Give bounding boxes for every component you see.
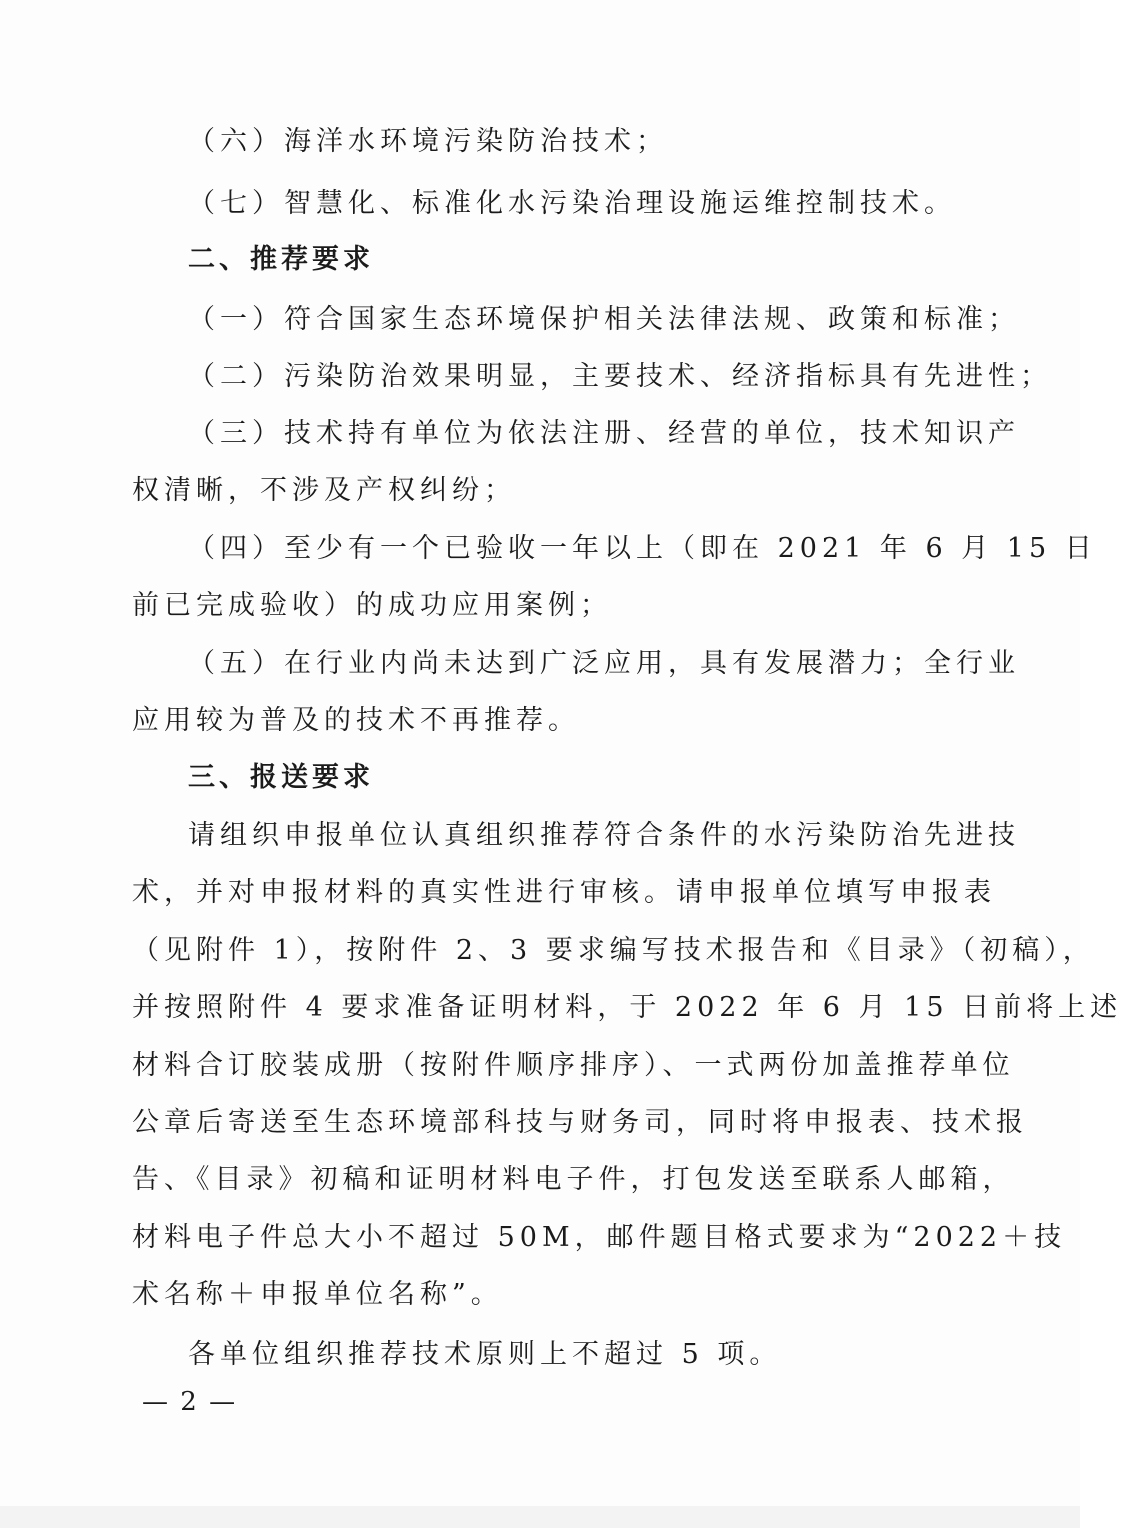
requirement-five-line-1: （五）在行业内尚未达到广泛应用，具有发展潜力；全行业	[188, 648, 1020, 679]
submission-paragraph-line-6: 公章后寄送至生态环境部科技与财务司，同时将申报表、技术报	[132, 1107, 1028, 1138]
requirement-three-line-1: （三）技术持有单位为依法注册、经营的单位，技术知识产	[188, 418, 1020, 449]
item-seven: （七）智慧化、标准化水污染治理设施运维控制技术。	[188, 188, 956, 219]
submission-paragraph-line-8: 材料电子件总大小不超过 50M，邮件题目格式要求为“2022＋技	[132, 1222, 1067, 1253]
section-heading-submission-requirements: 三、报送要求	[188, 762, 374, 793]
submission-paragraph-line-2: 术，并对申报材料的真实性进行审核。请申报单位填写申报表	[132, 877, 996, 908]
item-six: （六）海洋水环境污染防治技术；	[188, 126, 668, 157]
submission-paragraph-line-7: 告、《目录》初稿和证明材料电子件，打包发送至联系人邮箱，	[132, 1164, 1015, 1195]
requirement-one: （一）符合国家生态环境保护相关法律法规、政策和标准；	[188, 304, 1020, 335]
submission-paragraph-line-9: 术名称＋申报单位名称”。	[132, 1279, 503, 1310]
submission-paragraph-line-4: 并按照附件 4 要求准备证明材料，于 2022 年 6 月 15 日前将上述	[132, 992, 1122, 1023]
submission-paragraph-line-1: 请组织申报单位认真组织推荐符合条件的水污染防治先进技	[188, 820, 1020, 851]
page-number: — 2 —	[142, 1387, 238, 1417]
requirement-three-line-2: 权清晰，不涉及产权纠纷；	[132, 475, 516, 506]
page-bottom-edge	[0, 1506, 1080, 1528]
requirement-two: （二）污染防治效果明显，主要技术、经济指标具有先进性；	[188, 361, 1052, 392]
recommendation-limit-note: 各单位组织推荐技术原则上不超过 5 项。	[188, 1339, 782, 1370]
requirement-five-line-2: 应用较为普及的技术不再推荐。	[132, 705, 580, 736]
requirement-four-line-2: 前已完成验收）的成功应用案例；	[132, 590, 612, 621]
submission-paragraph-line-5: 材料合订胶装成册（按附件顺序排序）、一式两份加盖推荐单位	[132, 1050, 1015, 1081]
submission-paragraph-line-3: （见附件 1），按附件 2、3 要求编写技术报告和《目录》（初稿），	[132, 935, 1095, 966]
requirement-four-line-1: （四）至少有一个已验收一年以上（即在 2021 年 6 月 15 日	[188, 533, 1097, 564]
section-heading-recommendation-requirements: 二、推荐要求	[188, 244, 374, 275]
